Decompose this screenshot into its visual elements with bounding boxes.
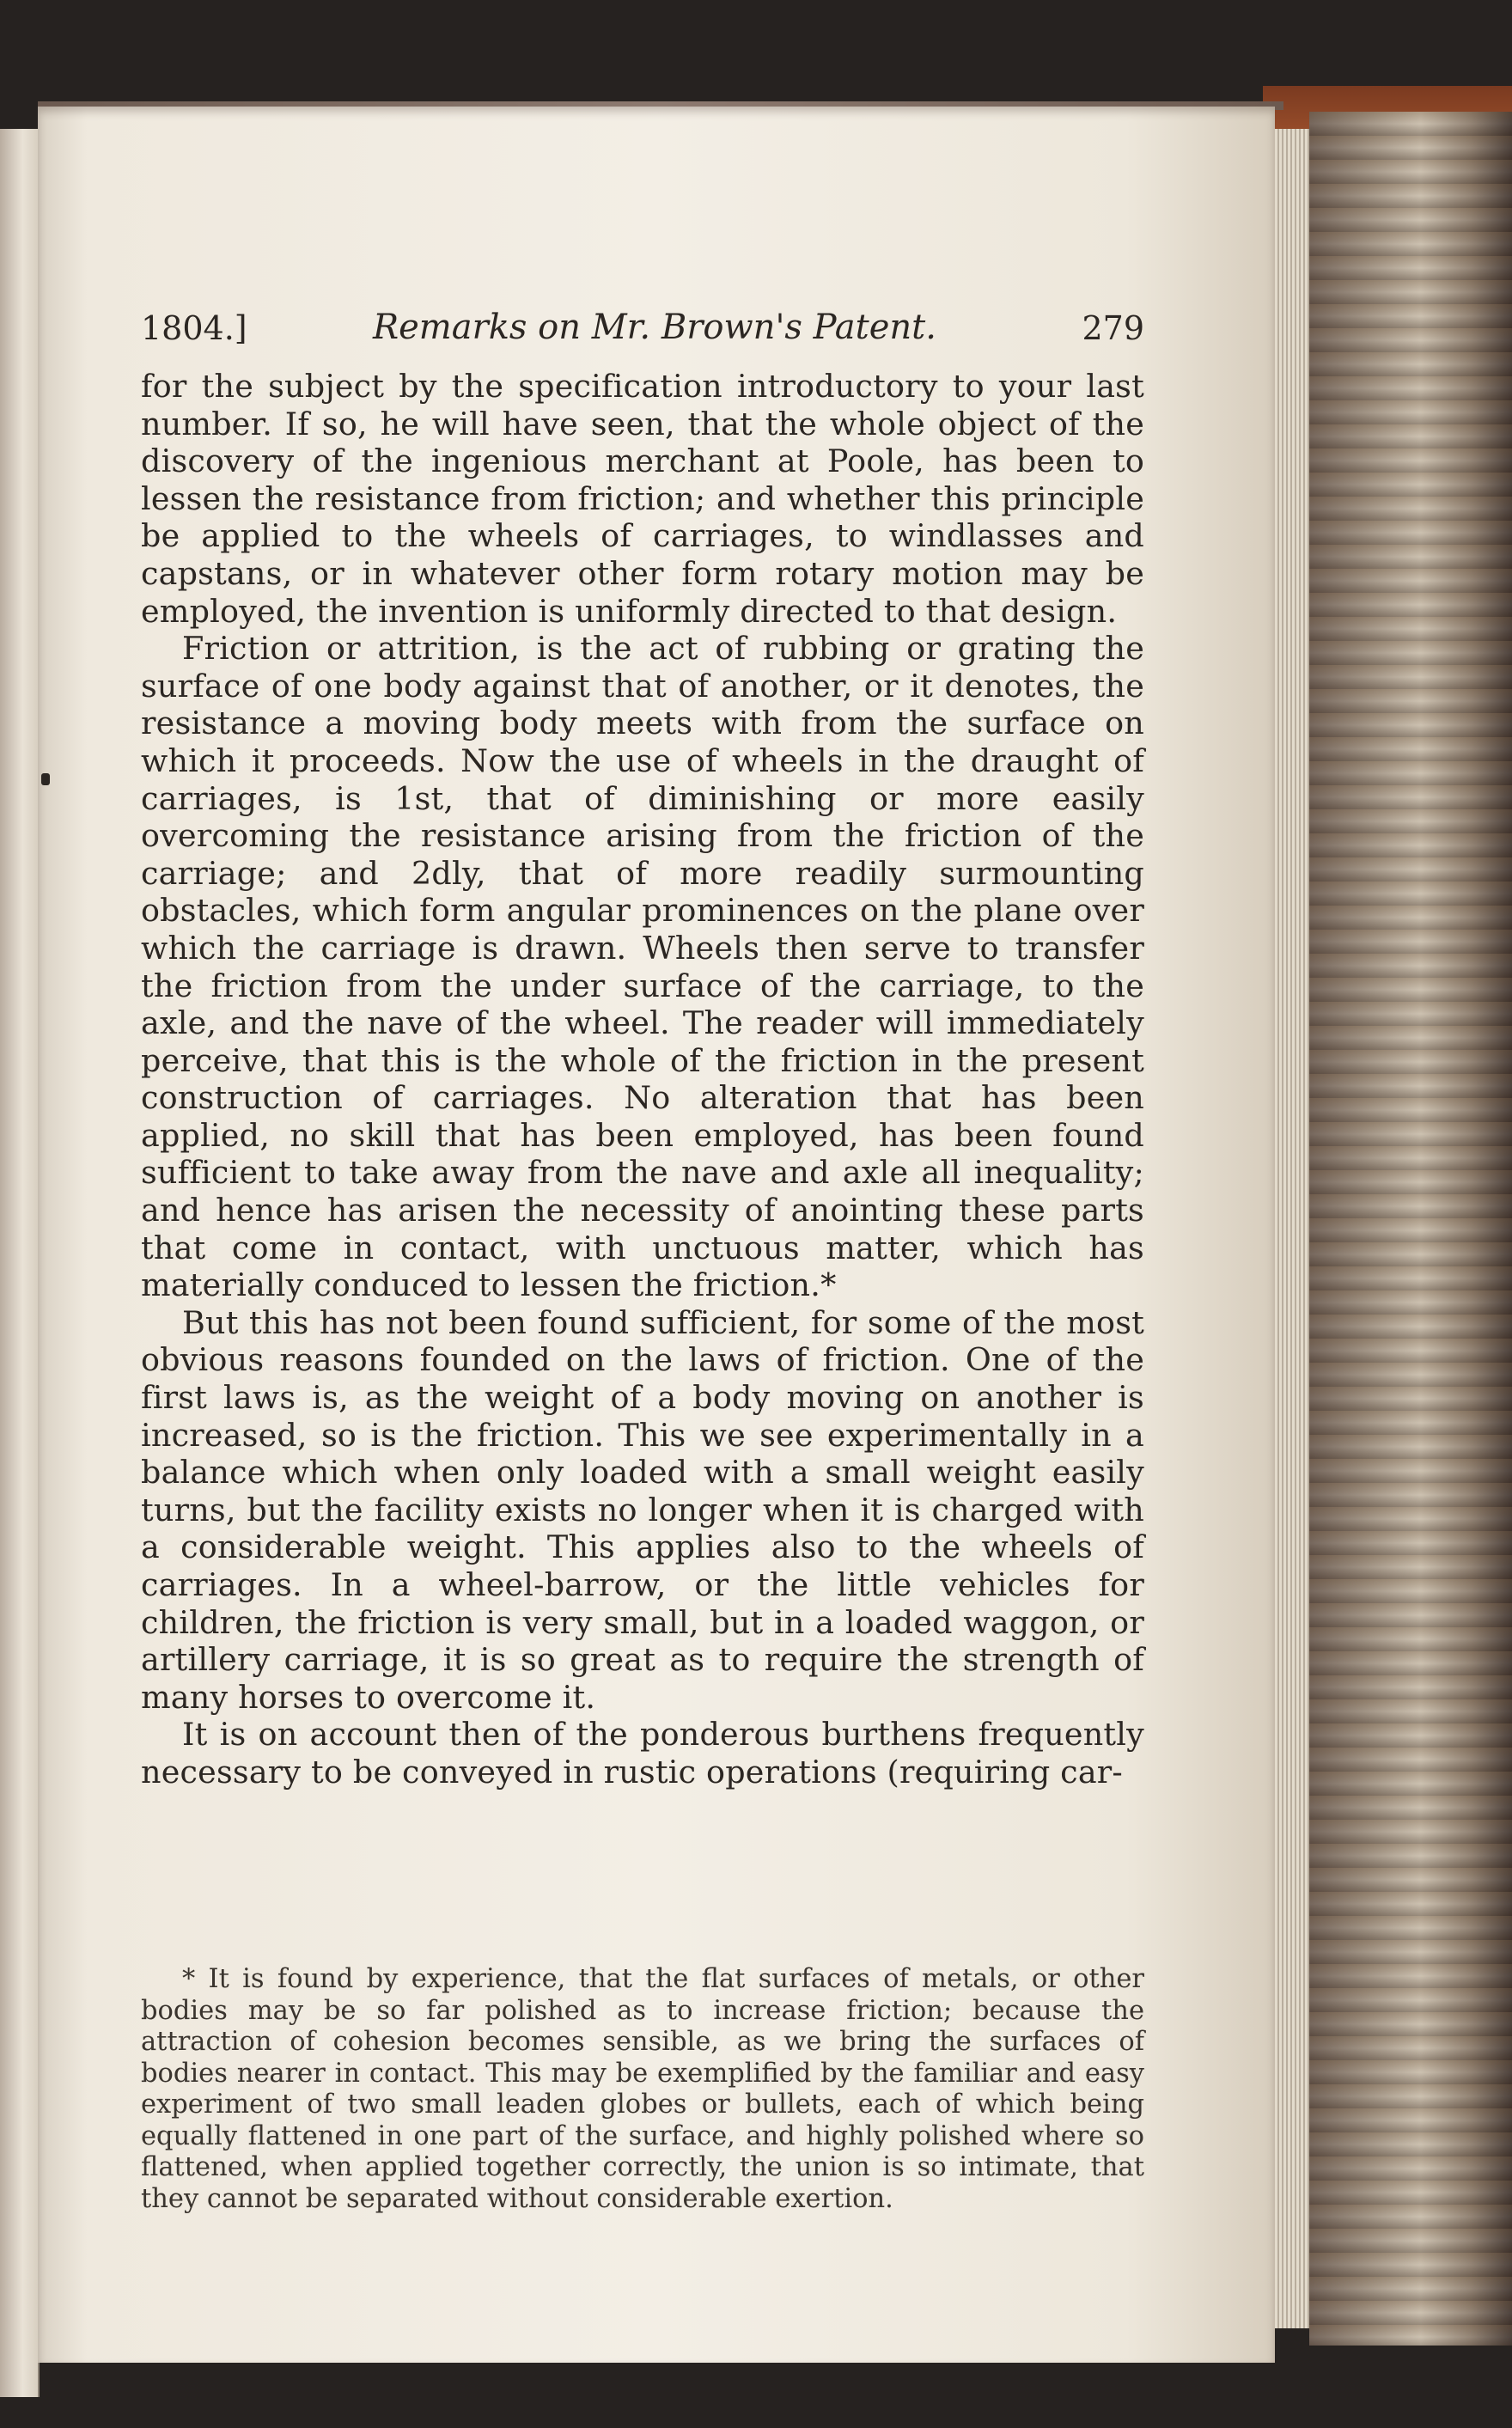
book-cover-edge: [1309, 112, 1512, 2346]
footnotes: [141, 1964, 1144, 2215]
page-number: 279: [1082, 309, 1144, 347]
book-page: [38, 107, 1275, 2363]
running-head-year: 1804.]: [141, 309, 247, 347]
paragraph: for the subject by the specification introductory to your last number. If so, he will have seen, that the whole object of the discovery of the ingenious merchant at Poole, has been to lessen the resistance from friction; and whether this principle be applied to the wheels of carriages, to windlasses and capstans, or in whatever other form rotary motion may be employed, the invention is uniformly directed to that design.: [141, 368, 1144, 630]
footnote: * It is found by experience, that the flat surfaces of metals, or other bodies may be so far polished as to increase friction; because the attraction of cohesion becomes sensible, as we bring the surfaces of bodies nearer in contact. This may be exemplified by the familiar and easy experiment of two small leaden globes or bullets, each of which being equally flattened in one part of the surface, and highly polished where so flattened, when applied together correctly, the union is so intimate, that they cannot be separated without considerable exertion.: [141, 1964, 1144, 2214]
paragraph: But this has not been found sufficient, for some of the most obvious reasons founded on the laws of friction. One of the first laws is, as the weight of a body moving on another is increased, so is the friction. This we see experimentally in a balance which when only loaded with a small weight easily turns, but the facility exists no longer when it is charged with a considerable weight. This applies also to the wheels of carriages. In a wheel-barrow, or the little vehicles for children, the friction is very small, but in a loaded waggon, or artillery carriage, it is so great as to require the strength of many horses to overcome it.: [141, 1303, 1144, 1716]
paragraph: Friction or attrition, is the act of rubbing or grating the surface of one body against that of another, or it denotes, the resistance a moving body meets with from the surface on which it proceeds. Now the use of wheels in the draught of carriages, is 1st, that of diminishing or more easily overcoming the resistance arising from the friction of the carriage; and 2dly, that of more readily surmounting obstacles, which form angular prominences on the plane over which the carriage is drawn. Wheels then serve to transfer the friction from the under surface of the carriage, to the axle, and the nave of the wheel. The reader will immediately perceive, that this is the whole of the friction in the present construction of carriages. No alteration that has been applied, no skill that has been employed, has been found sufficient to take away from the nave and axle all inequality; and hence has arisen the necessity of anointing these parts that come in contact, with unctuous matter, which has materially conduced to lessen the friction.*: [141, 630, 1144, 1304]
running-head-title: Remarks on Mr. Brown's Patent.: [373, 308, 936, 347]
margin-mark: [41, 773, 50, 785]
running-head: [141, 292, 1144, 361]
body-text: [141, 368, 1144, 1791]
paragraph: It is on account then of the ponderous burthens frequently necessary to be conveyed in rustic operations (requiring car-: [141, 1716, 1144, 1790]
facing-page-edge: [0, 129, 40, 2397]
page-stack: [1275, 129, 1309, 2328]
